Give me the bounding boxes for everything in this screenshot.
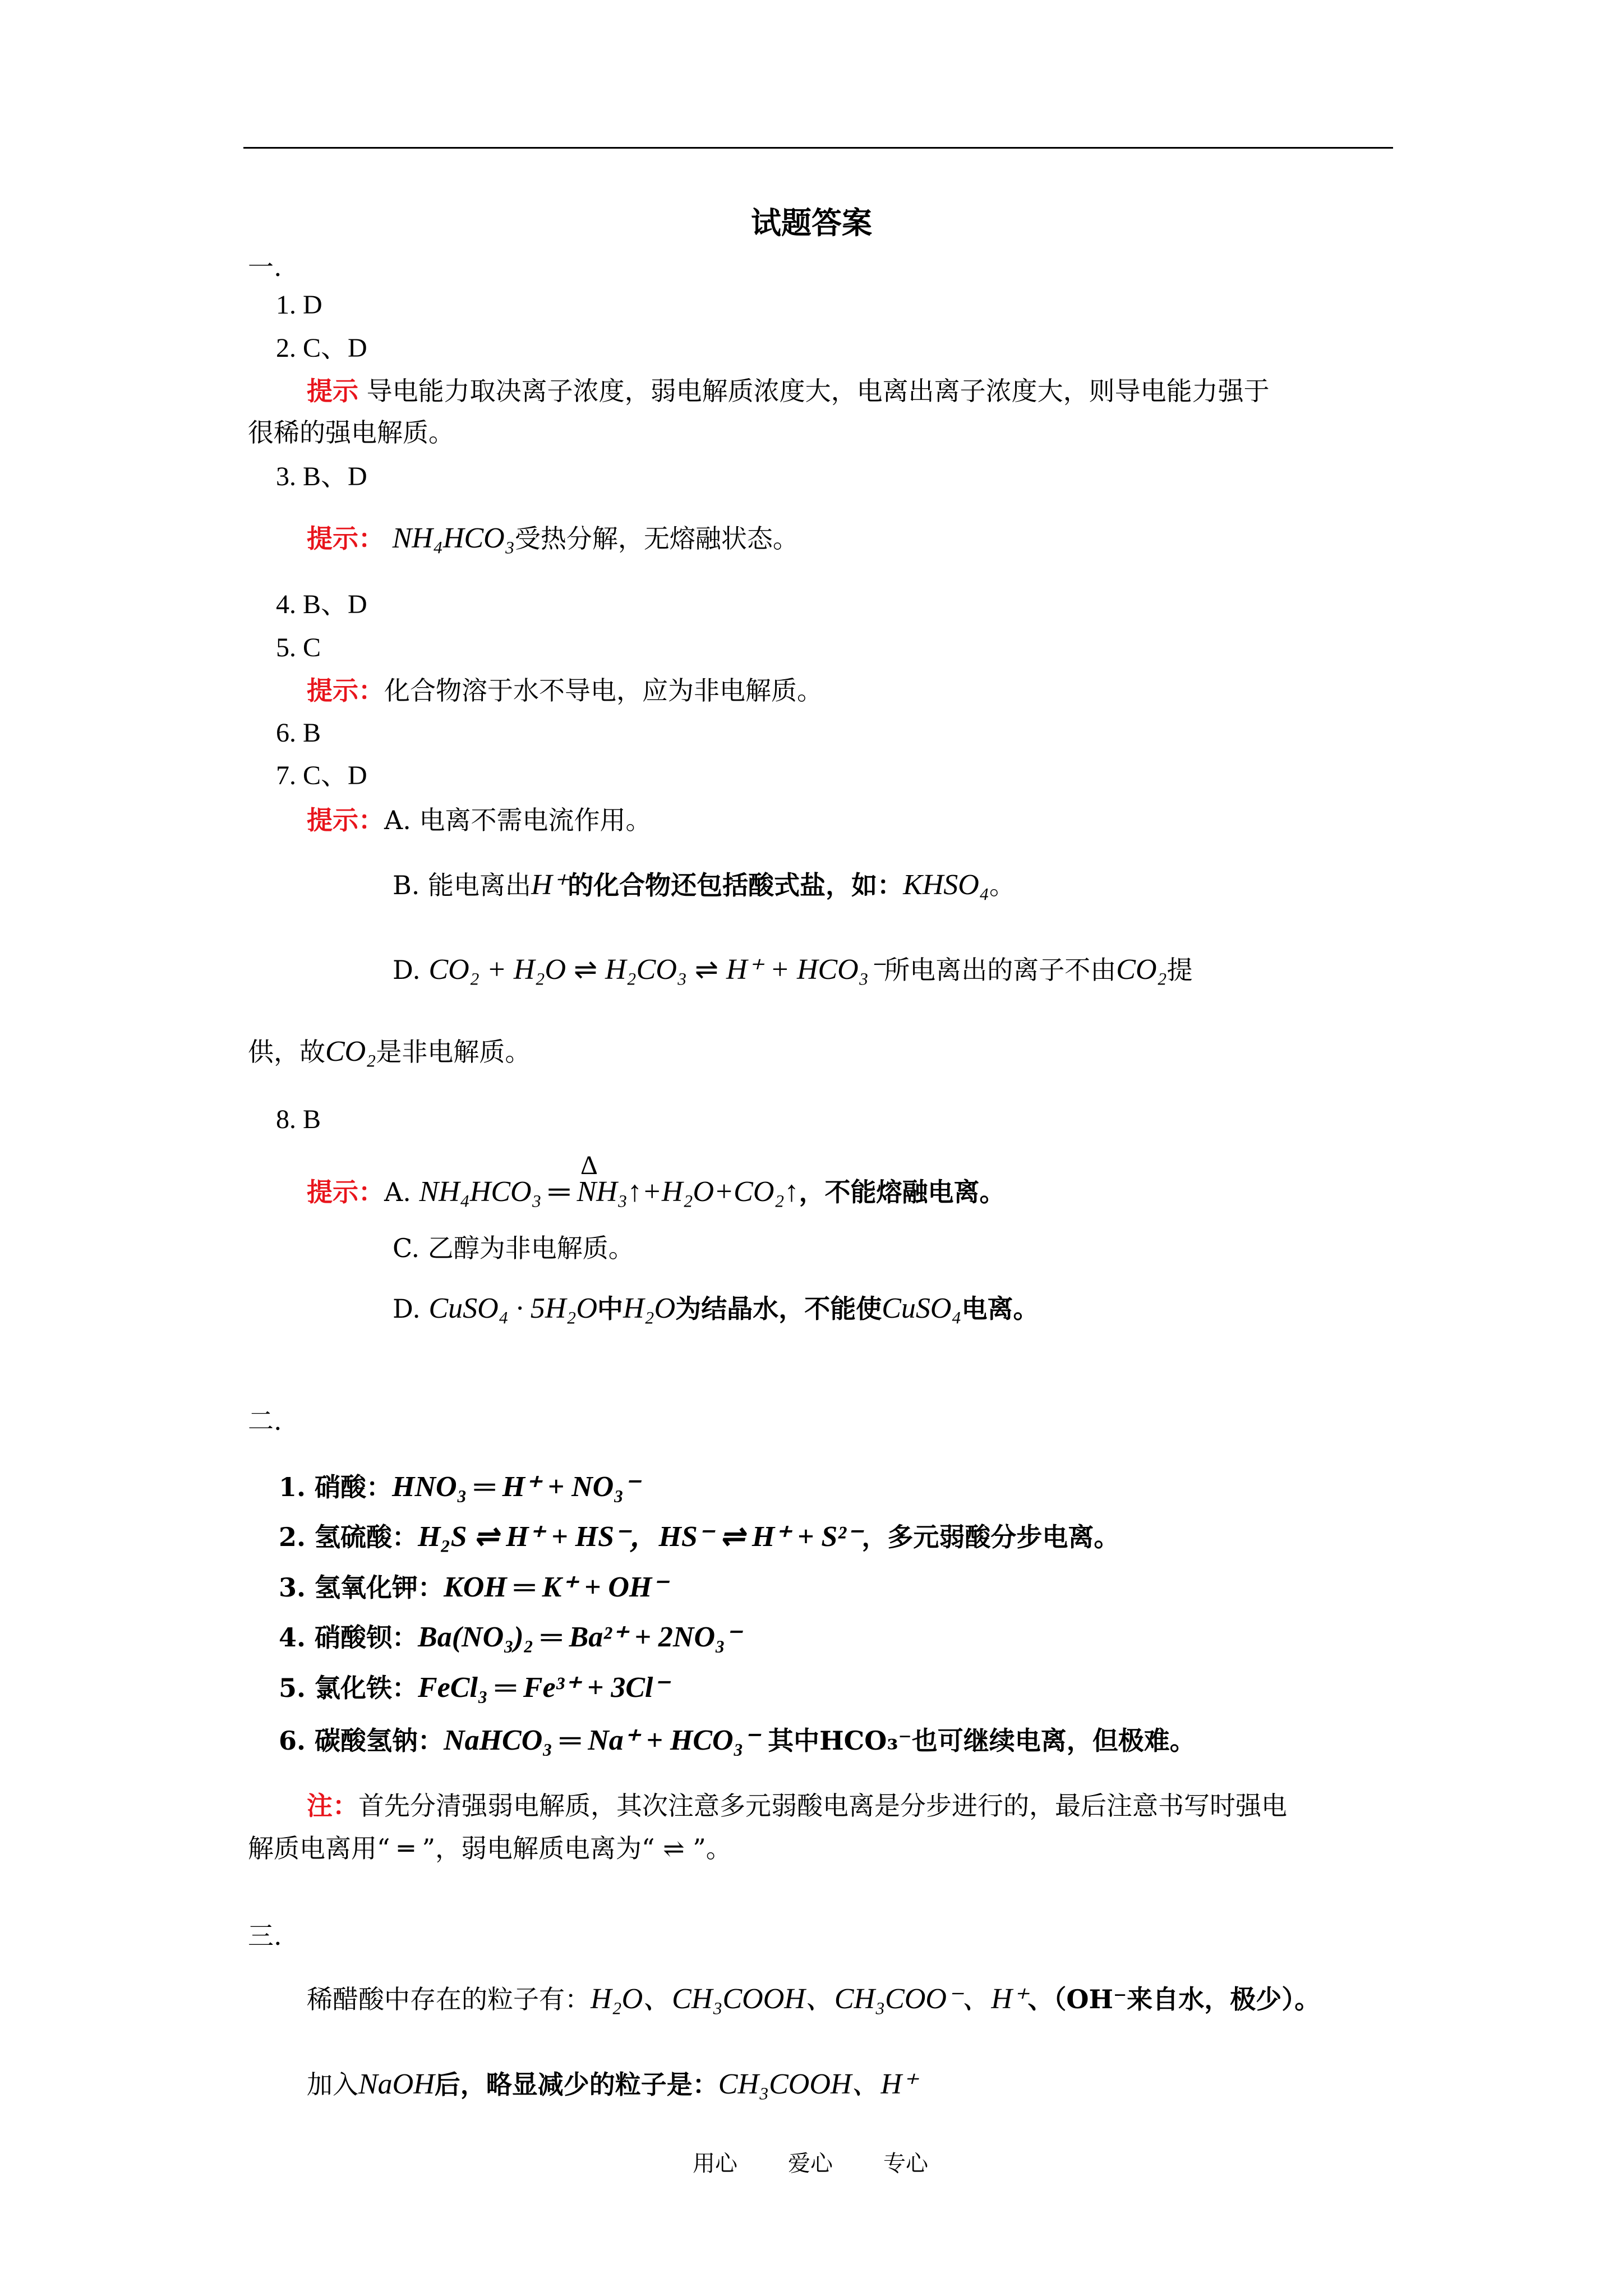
formula: NH₄HCO₃ ═ NH₃↑+H₂O+CO₂↑ (419, 1176, 799, 1208)
hint-text: D. (393, 1294, 429, 1324)
hint-text: A. 电离不需电流作用。 (384, 805, 652, 835)
hint-7b (393, 868, 1015, 902)
hint-8a (307, 1175, 1005, 1209)
hint-5 (307, 674, 823, 707)
hint-text: 电离。 (961, 1294, 1039, 1324)
answer-5: 5. C (276, 633, 321, 662)
note-label: 注： (307, 1791, 358, 1821)
note-cont: 解质电离用“ ═ ”，弱电解质电离为“ ⇌ ”。 (248, 1833, 732, 1864)
equation-item (279, 1571, 667, 1604)
equation-label: 2. 氢硫酸： (279, 1522, 418, 1552)
hint-text: 化合物溶于水不导电，应为非电解质。 (384, 675, 823, 706)
hint-label: 提示 (307, 376, 358, 406)
equation-note: 其中HCO₃⁻也可继续电离，但极难。 (759, 1726, 1196, 1756)
formula: Ba(NO₃)₂ ═ Ba²⁺ + 2NO₃⁻ (418, 1621, 741, 1653)
section-2-heading: 二. (248, 1406, 282, 1436)
hint-text: 。 (989, 870, 1015, 900)
footer-text: 用心 (693, 2151, 737, 2177)
hint-8d (393, 1292, 1039, 1326)
hint-text: D. (393, 955, 429, 985)
hint-8c: C. 乙醇为非电解质。 (393, 1233, 634, 1263)
formula: H₂O (623, 1292, 676, 1324)
hint-7d-cont (248, 1035, 531, 1069)
equation-label: 4. 硝酸钡： (279, 1622, 418, 1653)
equilibrium-arrow-icon: ⇌ (694, 953, 718, 986)
answer-3: 3. B、D (276, 462, 367, 491)
formula: CO₂ + H₂O (428, 954, 566, 986)
answer-7: 7. C、D (276, 761, 367, 790)
text: 加入 (307, 2069, 358, 2100)
answer-8: 8. B (276, 1105, 321, 1134)
formula: H₂CO₃ (605, 954, 687, 986)
formula: H₂S ⇌ H⁺ + HS⁻，HS⁻ ⇌ H⁺ + S²⁻ (418, 1521, 862, 1553)
hint-2 (307, 374, 1270, 408)
hint-7d (393, 953, 1193, 987)
text: 后，略显减少的粒子是： (434, 2069, 718, 2100)
formula: KHSO₄ (903, 869, 989, 901)
hint-label: 提示： (307, 1177, 384, 1207)
hint-label: 提示： (307, 805, 384, 835)
formula: CH₃COOH、H⁺ (718, 2068, 917, 2100)
equation-item (279, 1724, 1196, 1757)
formula: NaHCO₃ ═ Na⁺ + HCO₃⁻ (444, 1724, 759, 1756)
equation-item (279, 1470, 639, 1504)
formula: NH₄HCO₃ (392, 522, 515, 554)
formula: CO₂ (1116, 954, 1167, 986)
equilibrium-arrow-icon: ⇌ (574, 953, 597, 986)
page-footer (693, 2146, 979, 2178)
answer-1: 1. D (276, 290, 322, 320)
hint-7a (307, 803, 651, 837)
hint-text: A. (384, 1177, 419, 1207)
hint-label: 提示： (307, 523, 384, 554)
formula: KOH ═ K⁺ + OH⁻ (444, 1571, 667, 1603)
formula: CuSO₄ (882, 1292, 962, 1324)
section-3-line-1 (307, 1982, 1320, 2016)
answer-6: 6. B (276, 718, 321, 748)
equation-item (279, 1520, 1119, 1554)
page-title: 试题答案 (751, 205, 872, 241)
hint-text: B. 能电离出 (393, 870, 532, 900)
equation-item (279, 1671, 668, 1705)
text: 稀醋酸中存在的粒子有： (307, 1984, 591, 2014)
footer-text: 爱心 (788, 2151, 833, 2177)
hint-text: 供，故 (248, 1037, 325, 1067)
note (307, 1789, 1287, 1823)
equation-label: 6. 碳酸氢钠： (279, 1726, 444, 1756)
section-3-line-2 (307, 2068, 917, 2101)
equation-label: 3. 氢氧化钾： (279, 1572, 444, 1603)
hint-3 (307, 522, 799, 555)
header-rule (243, 147, 1393, 149)
hint-text: 中 (597, 1294, 623, 1324)
formula: H⁺ (531, 869, 568, 901)
heat-delta-symbol: Δ (580, 1151, 598, 1180)
equation-label: 1. 硝酸： (279, 1472, 393, 1502)
equation-note: ，多元弱酸分步电离。 (861, 1522, 1120, 1552)
equation-label: 5. 氯化铁： (279, 1673, 418, 1703)
hint-text: 为结晶水，不能使 (675, 1294, 882, 1324)
hint-2-cont: 很稀的强电解质。 (248, 417, 454, 448)
hint-text: 受热分解，无熔融状态。 (514, 523, 799, 554)
answer-2: 2. C、D (276, 333, 367, 363)
hint-text: 提 (1166, 955, 1193, 985)
formula: NaOH (358, 2068, 435, 2100)
note-text: 首先分清强弱电解质，其次注意多元弱酸电离是分步进行的，最后注意书写时强电 (358, 1791, 1287, 1821)
hint-text: ，不能熔融电离。 (799, 1177, 1006, 1207)
section-3-heading: 三. (248, 1921, 282, 1951)
footer-text: 专心 (883, 2151, 928, 2177)
hint-label: 提示： (307, 675, 384, 706)
answer-4: 4. B、D (276, 590, 367, 619)
formula: H⁺ + HCO₃⁻ (726, 954, 884, 986)
formula: CO₂ (325, 1036, 376, 1068)
formula: HNO₃ ═ H⁺ + NO₃⁻ (392, 1471, 639, 1503)
hint-text: 是非电解质。 (376, 1037, 531, 1067)
hint-text: 导电能力取决离子浓度，弱电解质浓度大，电离出离子浓度大，则导电能力强于 (358, 376, 1270, 406)
formula: CuSO₄ · 5H₂O (428, 1292, 597, 1324)
section-1-heading: 一. (248, 252, 282, 282)
formula: H₂O、CH₃COOH、CH₃COO⁻、H⁺ (591, 1983, 1028, 2015)
formula: FeCl₃ ═ Fe³⁺ + 3Cl⁻ (418, 1672, 668, 1704)
equation-item (279, 1621, 741, 1654)
text: 、（OH⁻来自水，极少）。 (1027, 1984, 1321, 2014)
hint-text: 所电离出的离子不由 (884, 955, 1117, 985)
hint-text: 的化合物还包括酸式盐，如： (568, 870, 903, 900)
